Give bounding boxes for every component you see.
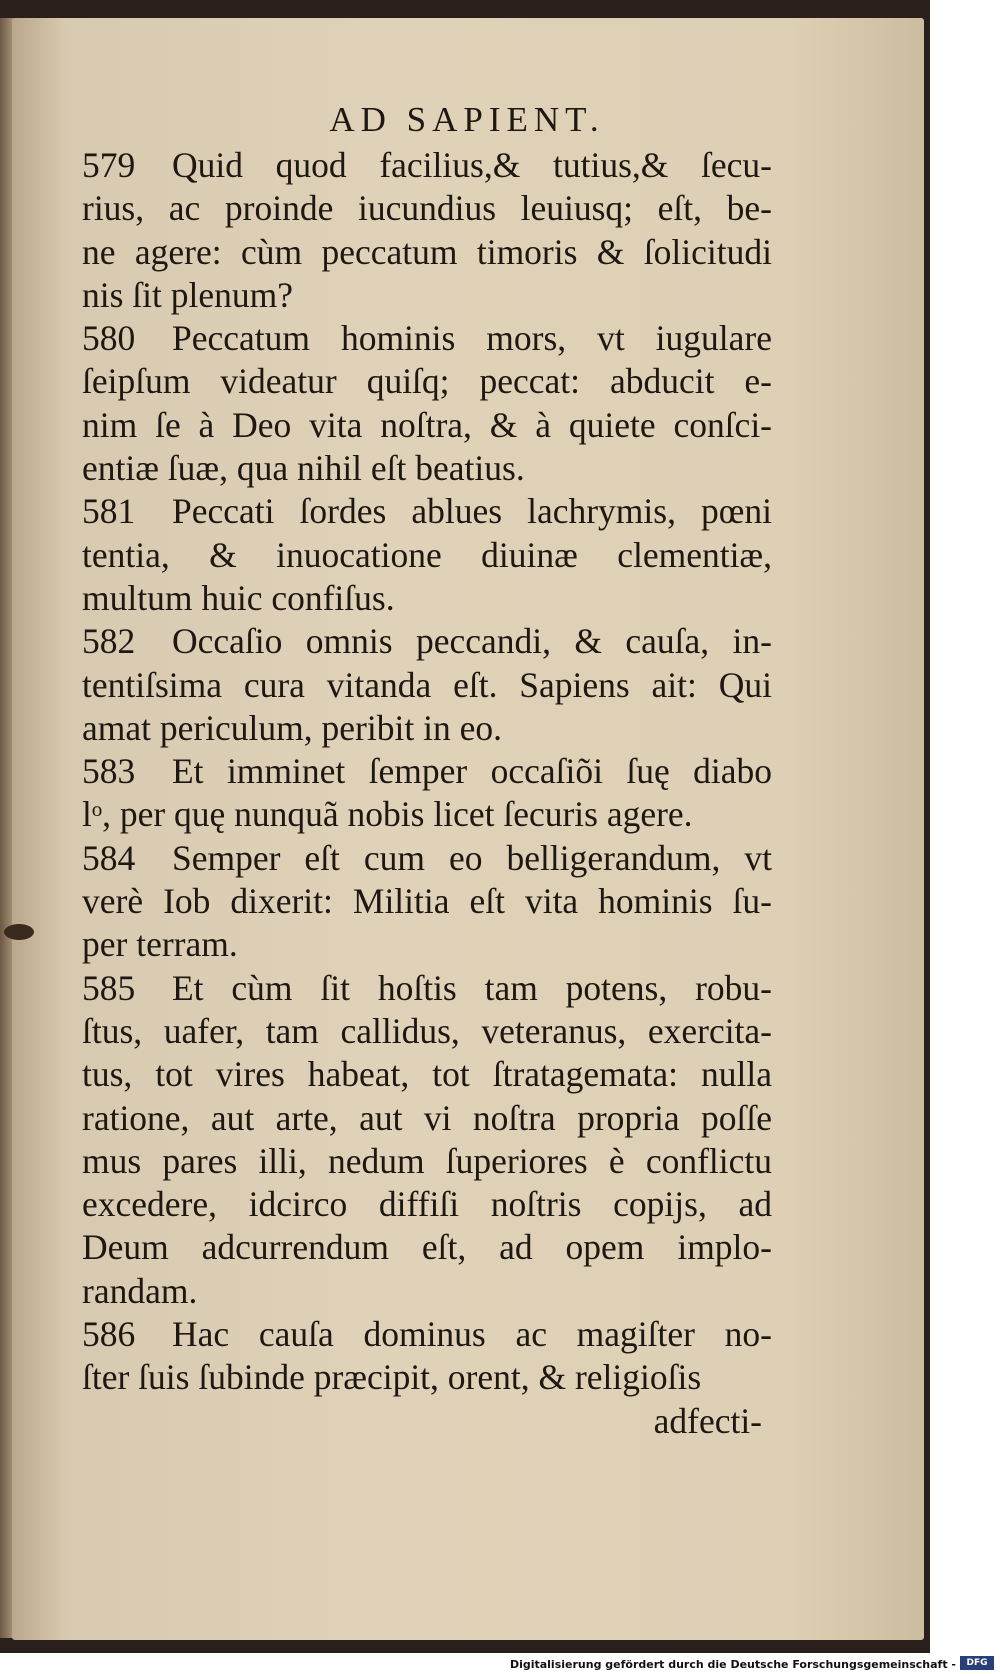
text-lines	[82, 144, 772, 1400]
line-text: tentia, & inuocatione diuinæ clementiæ,	[82, 534, 772, 575]
text-line	[82, 880, 772, 923]
line-text: randam.	[82, 1270, 198, 1311]
text-line	[82, 1226, 772, 1269]
footer-credit: Digitalisierung gefördert durch die Deutsche Forschungsgemeinschaft -	[509, 1658, 956, 1671]
text-line	[82, 231, 772, 274]
text-line	[82, 534, 772, 577]
line-text: Quid quod facilius,& tutius,& ſecu-	[172, 145, 772, 185]
line-text: per terram.	[82, 924, 238, 965]
text-line	[82, 490, 772, 533]
aphorism-number: 583	[82, 751, 136, 792]
page-edge-mark	[4, 924, 34, 940]
line-text: nis ſit plenum?	[82, 274, 294, 315]
text-line	[82, 1053, 772, 1096]
line-text: ſeipſum videatur quiſq; peccat: abducit e-	[82, 361, 772, 402]
aphorism-number: 582	[82, 621, 136, 662]
text-line	[82, 187, 772, 230]
line-text: mus pares illi, nedum ſuperiores è conflictu	[82, 1140, 772, 1181]
text-line	[82, 404, 772, 447]
aphorism-number: 580	[82, 318, 136, 359]
page-text-block	[82, 98, 772, 1443]
text-line	[82, 274, 772, 317]
line-text: Peccatum hominis mors, vt iugulare	[172, 318, 772, 359]
dfg-logo: DFG	[960, 1656, 994, 1670]
line-text: amat periculum, peribit in eo.	[82, 707, 502, 748]
text-line	[82, 447, 772, 490]
text-line	[82, 793, 772, 836]
line-text: Hac cauſa dominus ac magiſter no-	[172, 1314, 772, 1355]
line-text: tentiſsima cura vitanda eſt. Sapiens ait: Qui	[82, 664, 772, 705]
line-text: entiæ ſuæ, qua nihil eſt beatius.	[82, 448, 525, 489]
text-line	[82, 1270, 772, 1313]
line-text: excedere, idcirco diffiſi noſtris copijs, ad	[82, 1184, 772, 1225]
aphorism-number: 579	[82, 145, 136, 185]
text-line	[82, 1313, 772, 1356]
text-line	[82, 1010, 772, 1053]
text-line	[82, 923, 772, 966]
catchword: adfecti-	[653, 1400, 762, 1441]
text-line	[82, 750, 772, 793]
text-line	[82, 144, 772, 187]
text-line	[82, 1356, 772, 1399]
line-text: tus, tot vires habeat, tot ſtratagemata: nulla	[82, 1054, 772, 1095]
line-text: ne agere: cùm peccatum timoris & ſolicitudi	[82, 231, 772, 272]
text-line	[82, 317, 772, 360]
aphorism-number: 585	[82, 967, 136, 1008]
line-text: Deum adcurrendum eſt, ad opem implo-	[82, 1227, 772, 1268]
text-line	[82, 1140, 772, 1183]
text-line	[82, 577, 772, 620]
line-text: rius, ac proinde iucundius leuiusq; eſt, be-	[82, 188, 772, 229]
text-line	[82, 1183, 772, 1226]
text-line	[82, 967, 772, 1010]
text-line	[82, 360, 772, 403]
line-text: ratione, aut arte, aut vi noſtra propria poſſe	[82, 1097, 772, 1138]
running-head: AD SAPIENT.	[329, 100, 605, 139]
text-line	[82, 707, 772, 750]
text-line	[82, 837, 772, 880]
aphorism-number: 581	[82, 491, 136, 532]
aphorism-number: 584	[82, 837, 136, 878]
line-text: ſtus, uafer, tam callidus, veteranus, exercita-	[82, 1010, 772, 1051]
text-line	[82, 620, 772, 663]
line-text: ſter ſuis ſubinde præcipit, orent, & religioſis	[82, 1357, 702, 1398]
line-text: Semper eſt cum eo belligerandum, vt	[172, 837, 772, 878]
line-text: multum huic confiſus.	[82, 577, 395, 618]
text-line	[82, 1097, 772, 1140]
line-text: verè Iob dixerit: Militia eſt vita hominis ſu-	[82, 881, 772, 922]
line-text: Et cùm ſit hoſtis tam potens, robu-	[172, 967, 772, 1008]
line-text: Et imminet ſemper occaſiõi ſuę diabo	[172, 751, 772, 792]
aphorism-number: 586	[82, 1314, 136, 1355]
line-text: lᵒ, per quę nunquã nobis licet ſecuris agere.	[82, 794, 693, 835]
book-page	[12, 18, 924, 1640]
line-text: Peccati ſordes ablues lachrymis, pœni	[172, 491, 772, 532]
line-text: Occaſio omnis peccandi, & cauſa, in-	[172, 621, 772, 662]
line-text: nim ſe à Deo vita noſtra, & à quiete conſci-	[82, 404, 772, 445]
text-line	[82, 664, 772, 707]
